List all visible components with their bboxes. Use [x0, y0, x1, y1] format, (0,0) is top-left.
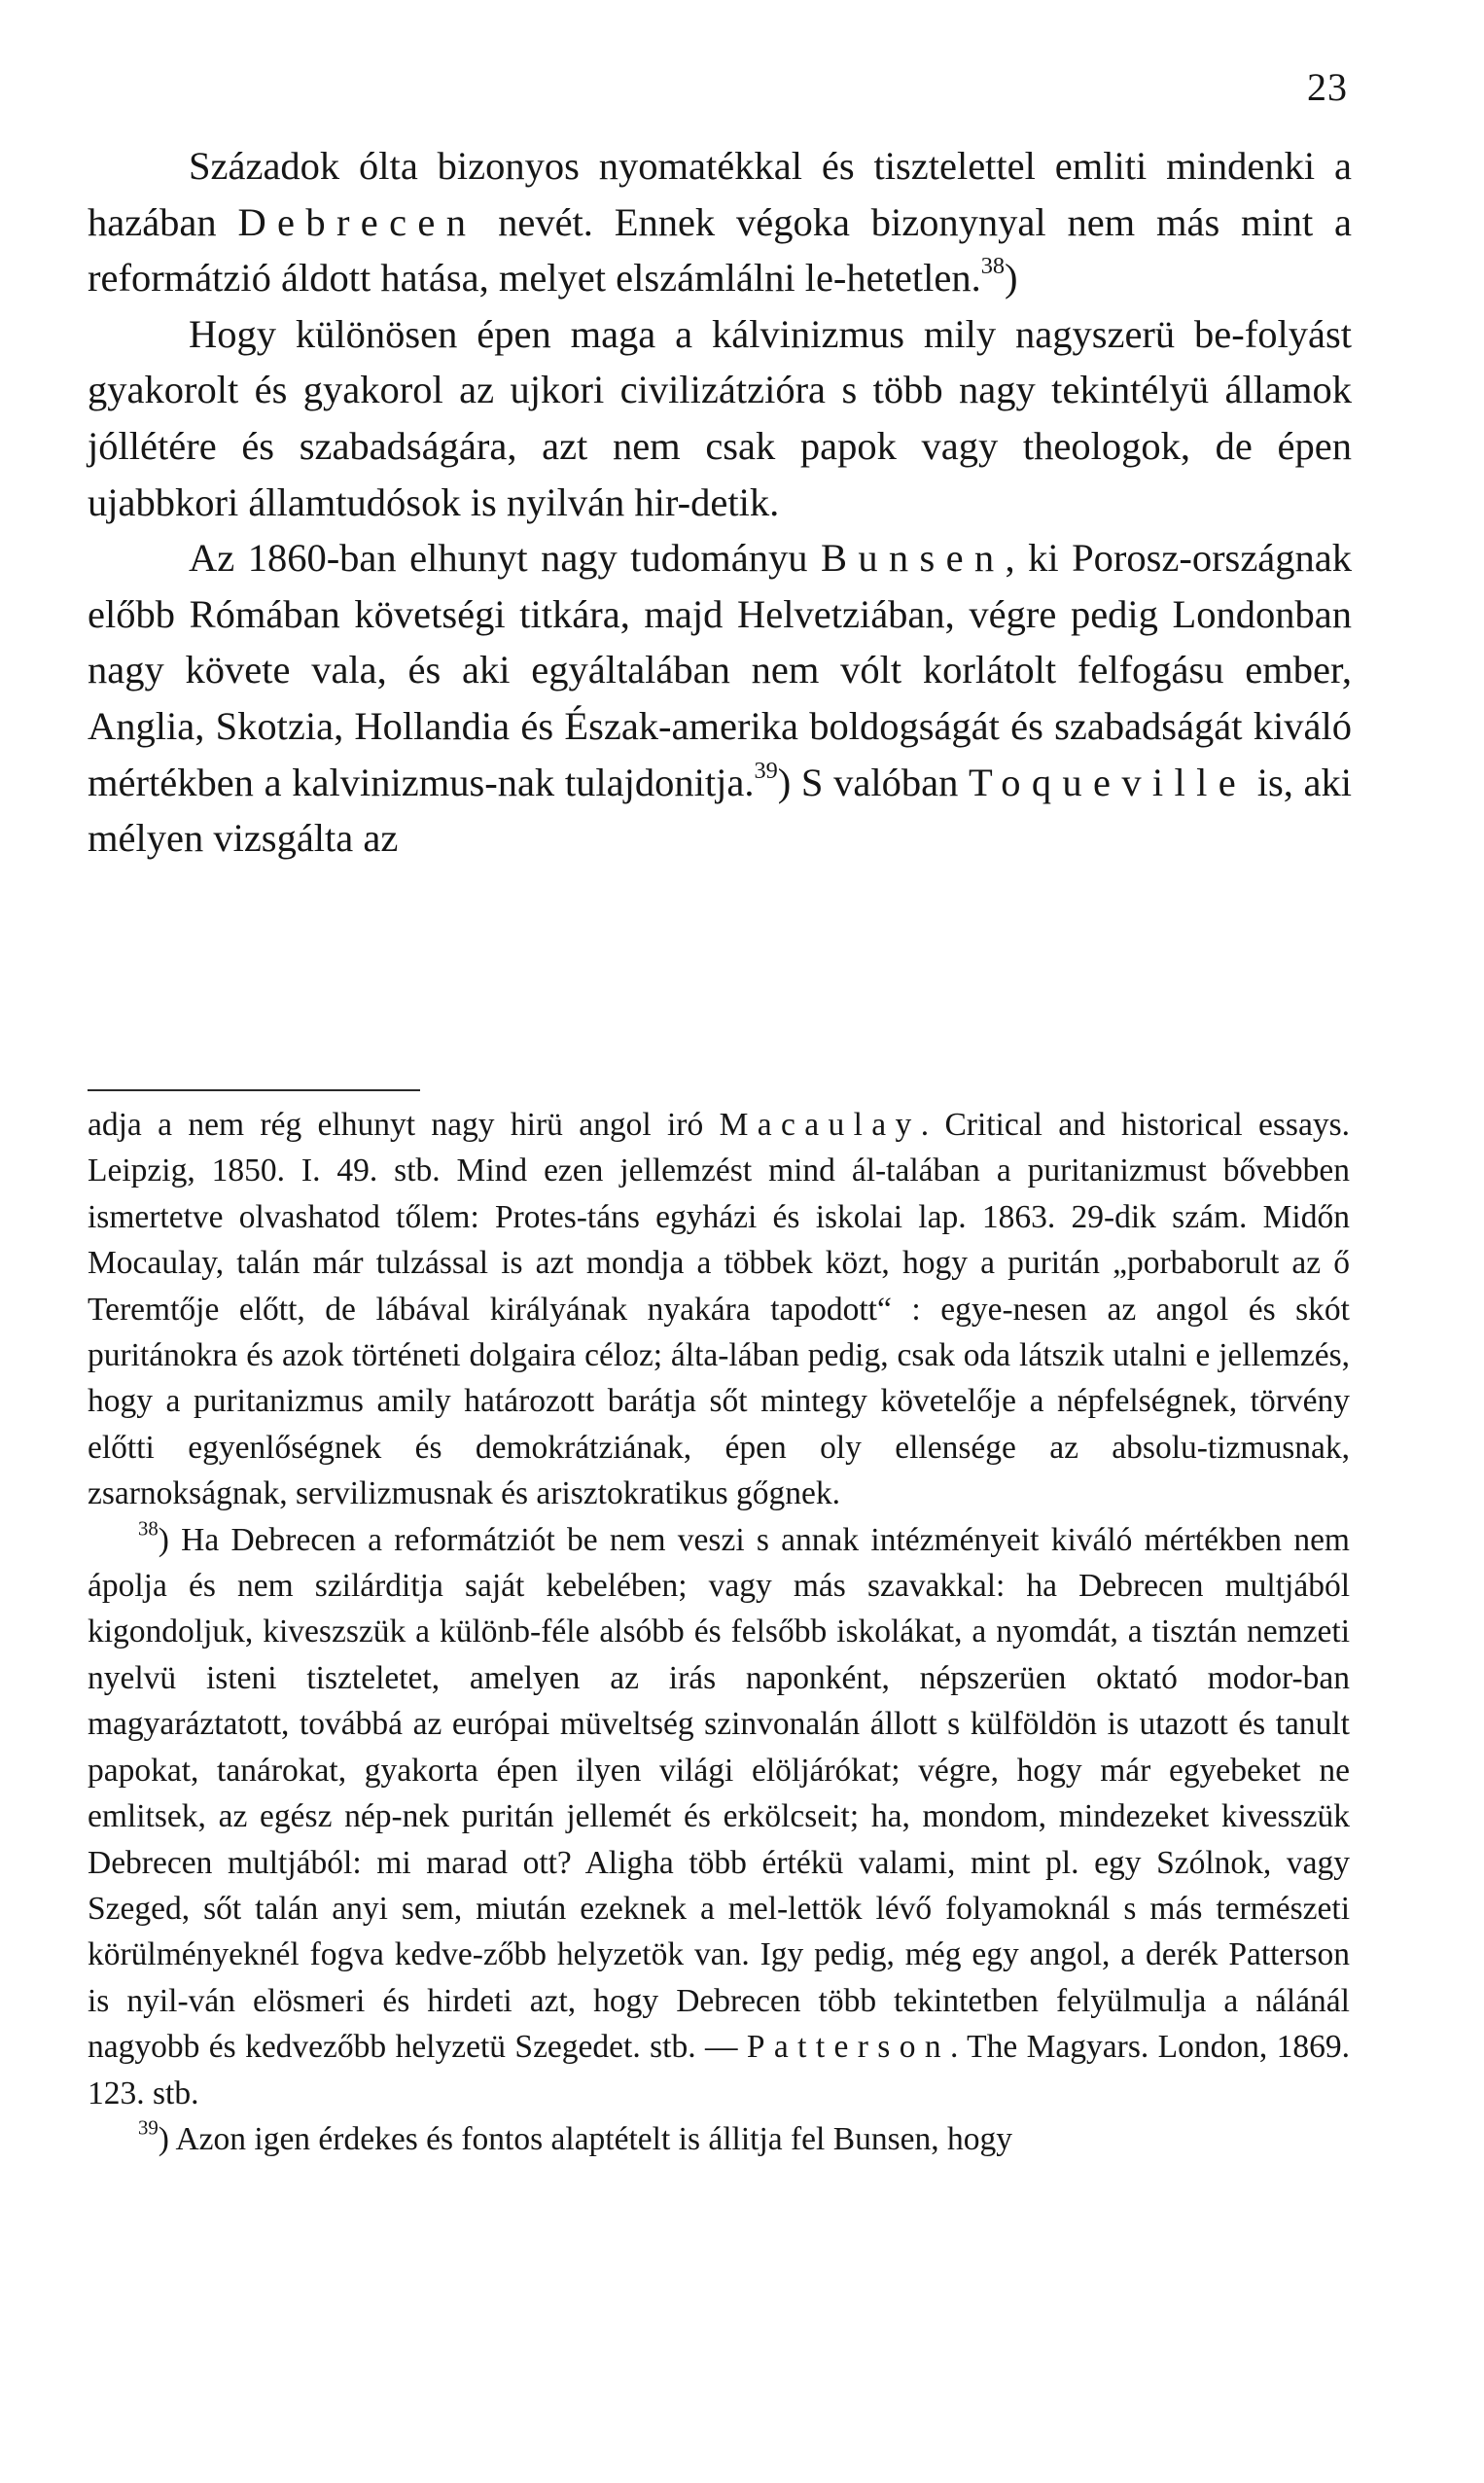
footnote-divider [88, 1089, 420, 1091]
page-number: 23 [1307, 65, 1348, 109]
paragraph-1: Századok ólta bizonyos nyomatékkal és tisztelettel emliti mindenki a hazában Debrecen nevét. Ennek végoka bizonynyal nem más mint a reformátzió áldott hatása, melyet elszámlálni le-hetetlen.$^{38}$) [88, 144, 1353, 301]
footnote-39: $^{39}$) Azon igen érdekes és fontos alaptételt is állitja fel Bunsen, hogy [138, 2116, 1012, 2157]
paragraph-2: Hogy különösen épen maga a kálvinizmus mily nagyszerü be-folyást gyakorolt és gyakorol az ujkori civilizátzióra s több nagy tekintélyü államok jóllétére és szabadságára, azt nem csak papok vagy theologok, de épen ujabbkori államtudósok is nyilván hir-detik. [88, 311, 1352, 524]
footnote-ref-39: 39 [754, 757, 778, 784]
footnote-number-39: 39 [138, 2116, 159, 2140]
spaced-name-patterson: Patterson [746, 2029, 950, 2066]
footnote-ref-38: 38 [980, 252, 1006, 279]
spaced-name-debrecen: Debrecen [237, 199, 477, 244]
footnote-continuation: adja a nem rég elhunyt nagy hirü angol iró Macaulay. Critical and historical essays. Leipzig, 1850. I. 49. stb. Mind ezen jellemzést mind ál-talában a puritanizmust bővebben ismertetve olvashatod tőlem: Protes-táns egyházi és iskolai lap. 1863. 29-dik szám. Midőn Mocaulay, talán már tulzással is azt mondja a többek közt, hogy a puritán „porbaborult az ő Teremtője előtt, de lábával királyának nyakára tapodott“ : egye-nesen az angol és skót puritánokra és azok történeti dolgaira céloz; álta-lában pedig, csak oda látszik utalni e jellemzés, hogy a puritanizmus amily határozott barátja sőt mintegy követelője a népfelségnek, törvény előtti egyenlőségnek és demokrátziának, épen oly ellensége az absolu-tizmusnak, zsarnokságnak, servilizmusnak és arisztokratikus gőgnek. [88, 1107, 1350, 1512]
main-text [88, 138, 1352, 867]
spaced-name-toqueville: Toqueville [969, 760, 1248, 804]
footnote-38: $^{38}$) Ha Debrecen a reformátziót be nem veszi s annak intézményeit kiváló mértékben nem ápolja és nem szilárditja saját kebelében; vagy más szavakkal: ha Debrecen multjából kigondoljuk, kiveszszük a különb-féle alsóbb és felsőbb iskolákat, a nyomdát, a tisztán nemzeti nyelvü isteni tiszteletet, amelyen az irás naponként, népszerüen oktató modor-ban magyaráztatott, továbbá az európai müveltség szinvonalán állott s külföldön is utazott és tanult papokat, tanárokat, gyakorta épen ilyen világi elöljárókat; végre, hogy már egyebeket ne emlitsek, az egész nép-nek puritán jellemét és erkölcseit; ha, mondom, mindezeket kivesszük Debrecen multjából: mi marad ott? Aligha több értékü valami, mint pl. egy Szólnok, vagy Szeged, sőt talán anyi sem, miután ezeknek a mel-lettök lévő folyamoknál s más természeti körülményeknél fogva kedve-zőbb helyzetök van. Igy pedig, még egy angol, a derék Patterson is nyil-ván elösmeri és hirdeti azt, hogy Debrecen több tekintetben felyülmulja a nálánál nagyobb és kedvezőbb helyzetü Szegedet. stb. — Patterson. The Magyars. London, 1869. 123. stb. [88, 1517, 1350, 2111]
spaced-name-macaulay: Macaulay [719, 1107, 921, 1143]
spaced-name-bunsen: Bunsen [820, 536, 1006, 581]
footnote-number-38: 38 [138, 1517, 159, 1541]
footnotes [88, 1102, 1350, 2162]
paragraph-3: Az 1860-ban elhunyt nagy tudományu Bunsen, ki Porosz-országnak előbb Rómában követségi titkára, majd Helvetziában, végre pedig Londonban nagy követe vala, és aki egyáltalában nem vólt korlátolt felfogásu ember, Anglia, Skotzia, Hollandia és Észak-amerika boldogságát és szabadságát kiváló mértékben a kalvinizmus-nak tulajdonitja.$^{39}$) S valóban Toqueville is, aki mélyen vizsgálta az [88, 536, 1352, 861]
